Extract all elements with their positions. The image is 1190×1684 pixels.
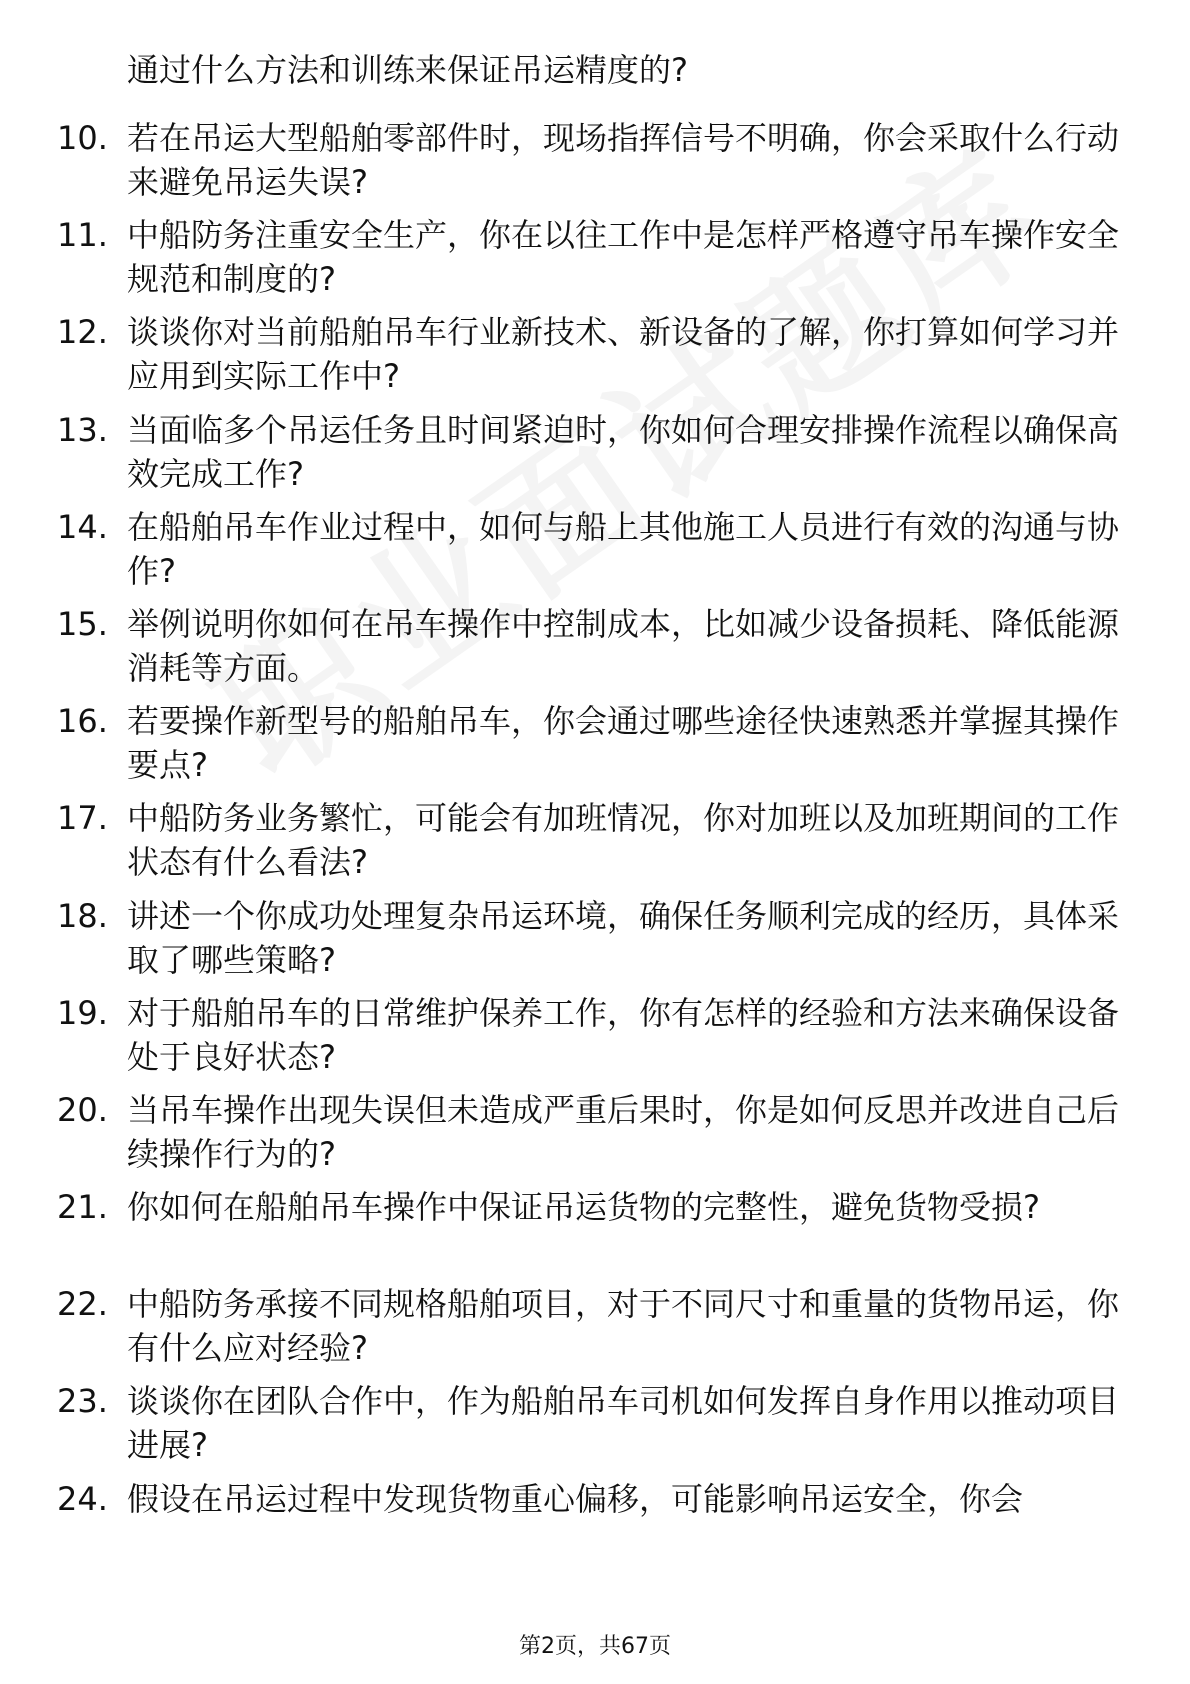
question-list	[0, 116, 1190, 1574]
question-text: 谈谈你对当前船舶吊车行业新技术、新设备的了解，你打算如何学习并应用到实际工作中?	[127, 313, 1120, 396]
question-item	[0, 991, 1190, 1088]
question-number: 20.	[57, 1090, 108, 1129]
question-text: 若在吊运大型船舶零部件时，现场指挥信号不明确，你会采取什么行动来避免吊运失误?	[127, 119, 1120, 201]
question-text: 当吊车操作出现失误但未造成严重后果时，你是如何反思并改进自己后续操作行为的?	[127, 1090, 1120, 1173]
question-number: 21.	[57, 1188, 108, 1227]
question-number: 10.	[57, 119, 108, 157]
question-text: 举例说明你如何在吊车操作中控制成本，比如减少设备损耗、降低能源消耗等方面。	[127, 604, 1120, 687]
question-item	[0, 796, 1190, 893]
question-number: 11.	[57, 216, 108, 255]
question-number: 24.	[57, 1479, 108, 1518]
question-number: 19.	[57, 993, 108, 1032]
question-number: 15.	[57, 604, 108, 643]
question-number: 13.	[57, 410, 108, 449]
question-item	[0, 894, 1190, 991]
question-item	[0, 310, 1190, 407]
question-number: 12.	[57, 313, 108, 352]
question-item	[0, 1477, 1190, 1574]
question-item	[0, 602, 1190, 699]
question-number: 14.	[57, 507, 108, 546]
question-number: 17.	[57, 799, 108, 838]
question-text: 若要操作新型号的船舶吊车，你会通过哪些途径快速熟悉并掌握其操作要点?	[127, 702, 1120, 785]
question-continuation: 通过什么方法和训练来保证吊运精度的?	[127, 51, 688, 89]
question-item	[0, 1088, 1190, 1185]
question-number: 22.	[57, 1285, 108, 1324]
question-text: 中船防务注重安全生产，你在以往工作中是怎样严格遵守吊车操作安全规范和制度的?	[127, 216, 1120, 299]
question-number: 18.	[57, 896, 108, 935]
question-item	[0, 1282, 1190, 1379]
question-item	[0, 1185, 1190, 1282]
question-text: 谈谈你在团队合作中，作为船舶吊车司机如何发挥自身作用以推动项目进展?	[127, 1382, 1120, 1465]
question-text: 在船舶吊车作业过程中，如何与船上其他施工人员进行有效的沟通与协作?	[127, 507, 1120, 590]
question-item	[0, 213, 1190, 310]
question-text: 对于船舶吊车的日常维护保养工作，你有怎样的经验和方法来确保设备处于良好状态?	[127, 993, 1120, 1076]
question-item	[0, 1379, 1190, 1476]
question-text: 假设在吊运过程中发现货物重心偏移，可能影响吊运安全，你会	[127, 1479, 1024, 1518]
question-text: 中船防务业务繁忙，可能会有加班情况，你对加班以及加班期间的工作状态有什么看法?	[127, 799, 1120, 882]
question-item	[0, 116, 1190, 213]
question-text: 当面临多个吊运任务且时间紧迫时，你如何合理安排操作流程以确保高效完成工作?	[127, 410, 1120, 493]
question-number: 16.	[57, 702, 108, 741]
question-text: 讲述一个你成功处理复杂吊运环境，确保任务顺利完成的经历，具体采取了哪些策略?	[127, 896, 1120, 979]
question-item	[0, 505, 1190, 602]
page-footer: 第2页，共67页	[519, 1634, 671, 1659]
question-item	[0, 699, 1190, 796]
question-text: 中船防务承接不同规格船舶项目，对于不同尺寸和重量的货物吊运，你有什么应对经验?	[127, 1285, 1120, 1368]
question-item	[0, 408, 1190, 505]
question-number: 23.	[57, 1382, 108, 1421]
question-text: 你如何在船舶吊车操作中保证吊运货物的完整性，避免货物受损?	[127, 1188, 1040, 1227]
